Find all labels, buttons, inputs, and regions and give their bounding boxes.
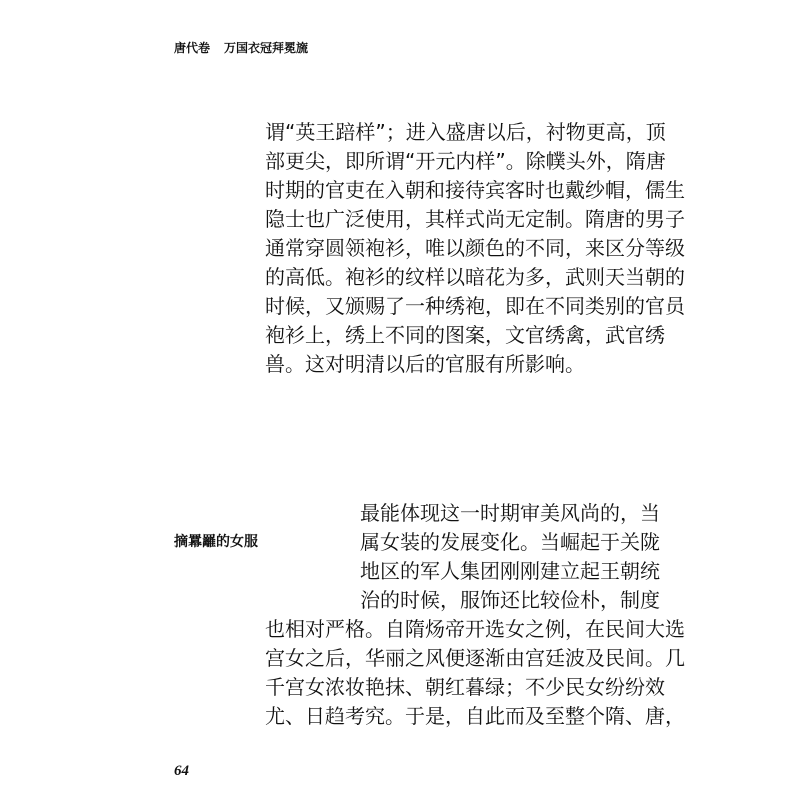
text-line: 兽。这对明清以后的官服有所影响。 [265,352,585,376]
page-number: 64 [174,763,189,779]
text-line: 治的时候，服饰还比较俭朴，制度 [360,588,660,612]
text-line: 时候，又颁赐了一种绣袍，即在不同类别的官员 [265,294,685,318]
text-line: 通常穿圆领袍衫，唯以颜色的不同，来区分等级 [265,236,685,260]
text-line: 属女装的发展变化。当崛起于关陇 [360,530,660,554]
text-line: 隐士也广泛使用，其样式尚无定制。隋唐的男子 [265,207,685,231]
text-line: 袍衫上，绣上不同的图案，文官绣禽，武官绣 [265,323,665,347]
text-line: 的高低。袍衫的纹样以暗花为多，武则天当朝的 [265,265,685,289]
text-line: 地区的军人集团刚刚建立起王朝统 [360,559,660,583]
text-line: 部更尖，即所谓“开元内样”。除幞头外，隋唐 [265,149,666,173]
section-sidenote: 摘羃䍦的女服 [174,534,258,550]
text-line: 时期的官吏在入朝和接待宾客时也戴纱帽，儒生 [265,178,685,202]
text-line: 尤、日趋考究。于是，自此而及至整个隋、唐， [265,704,685,728]
header-title: 万国衣冠拜冕旒 [224,41,309,55]
text-line: 也相对严格。自隋炀帝开选女之例，在民间大选 [265,617,685,641]
header-volume: 唐代卷 [174,41,211,55]
running-header [174,39,322,56]
text-line: 谓“英王踣样”；进入盛唐以后，衬物更高，顶 [265,120,666,144]
text-line: 最能体现这一时期审美风尚的，当 [360,501,660,525]
text-line: 宫女之后，华丽之风便逐渐由宫廷波及民间。几 [265,646,685,670]
text-line: 千宫女浓妆艳抹、朝红暮绿；不少民女纷纷效 [265,675,665,699]
